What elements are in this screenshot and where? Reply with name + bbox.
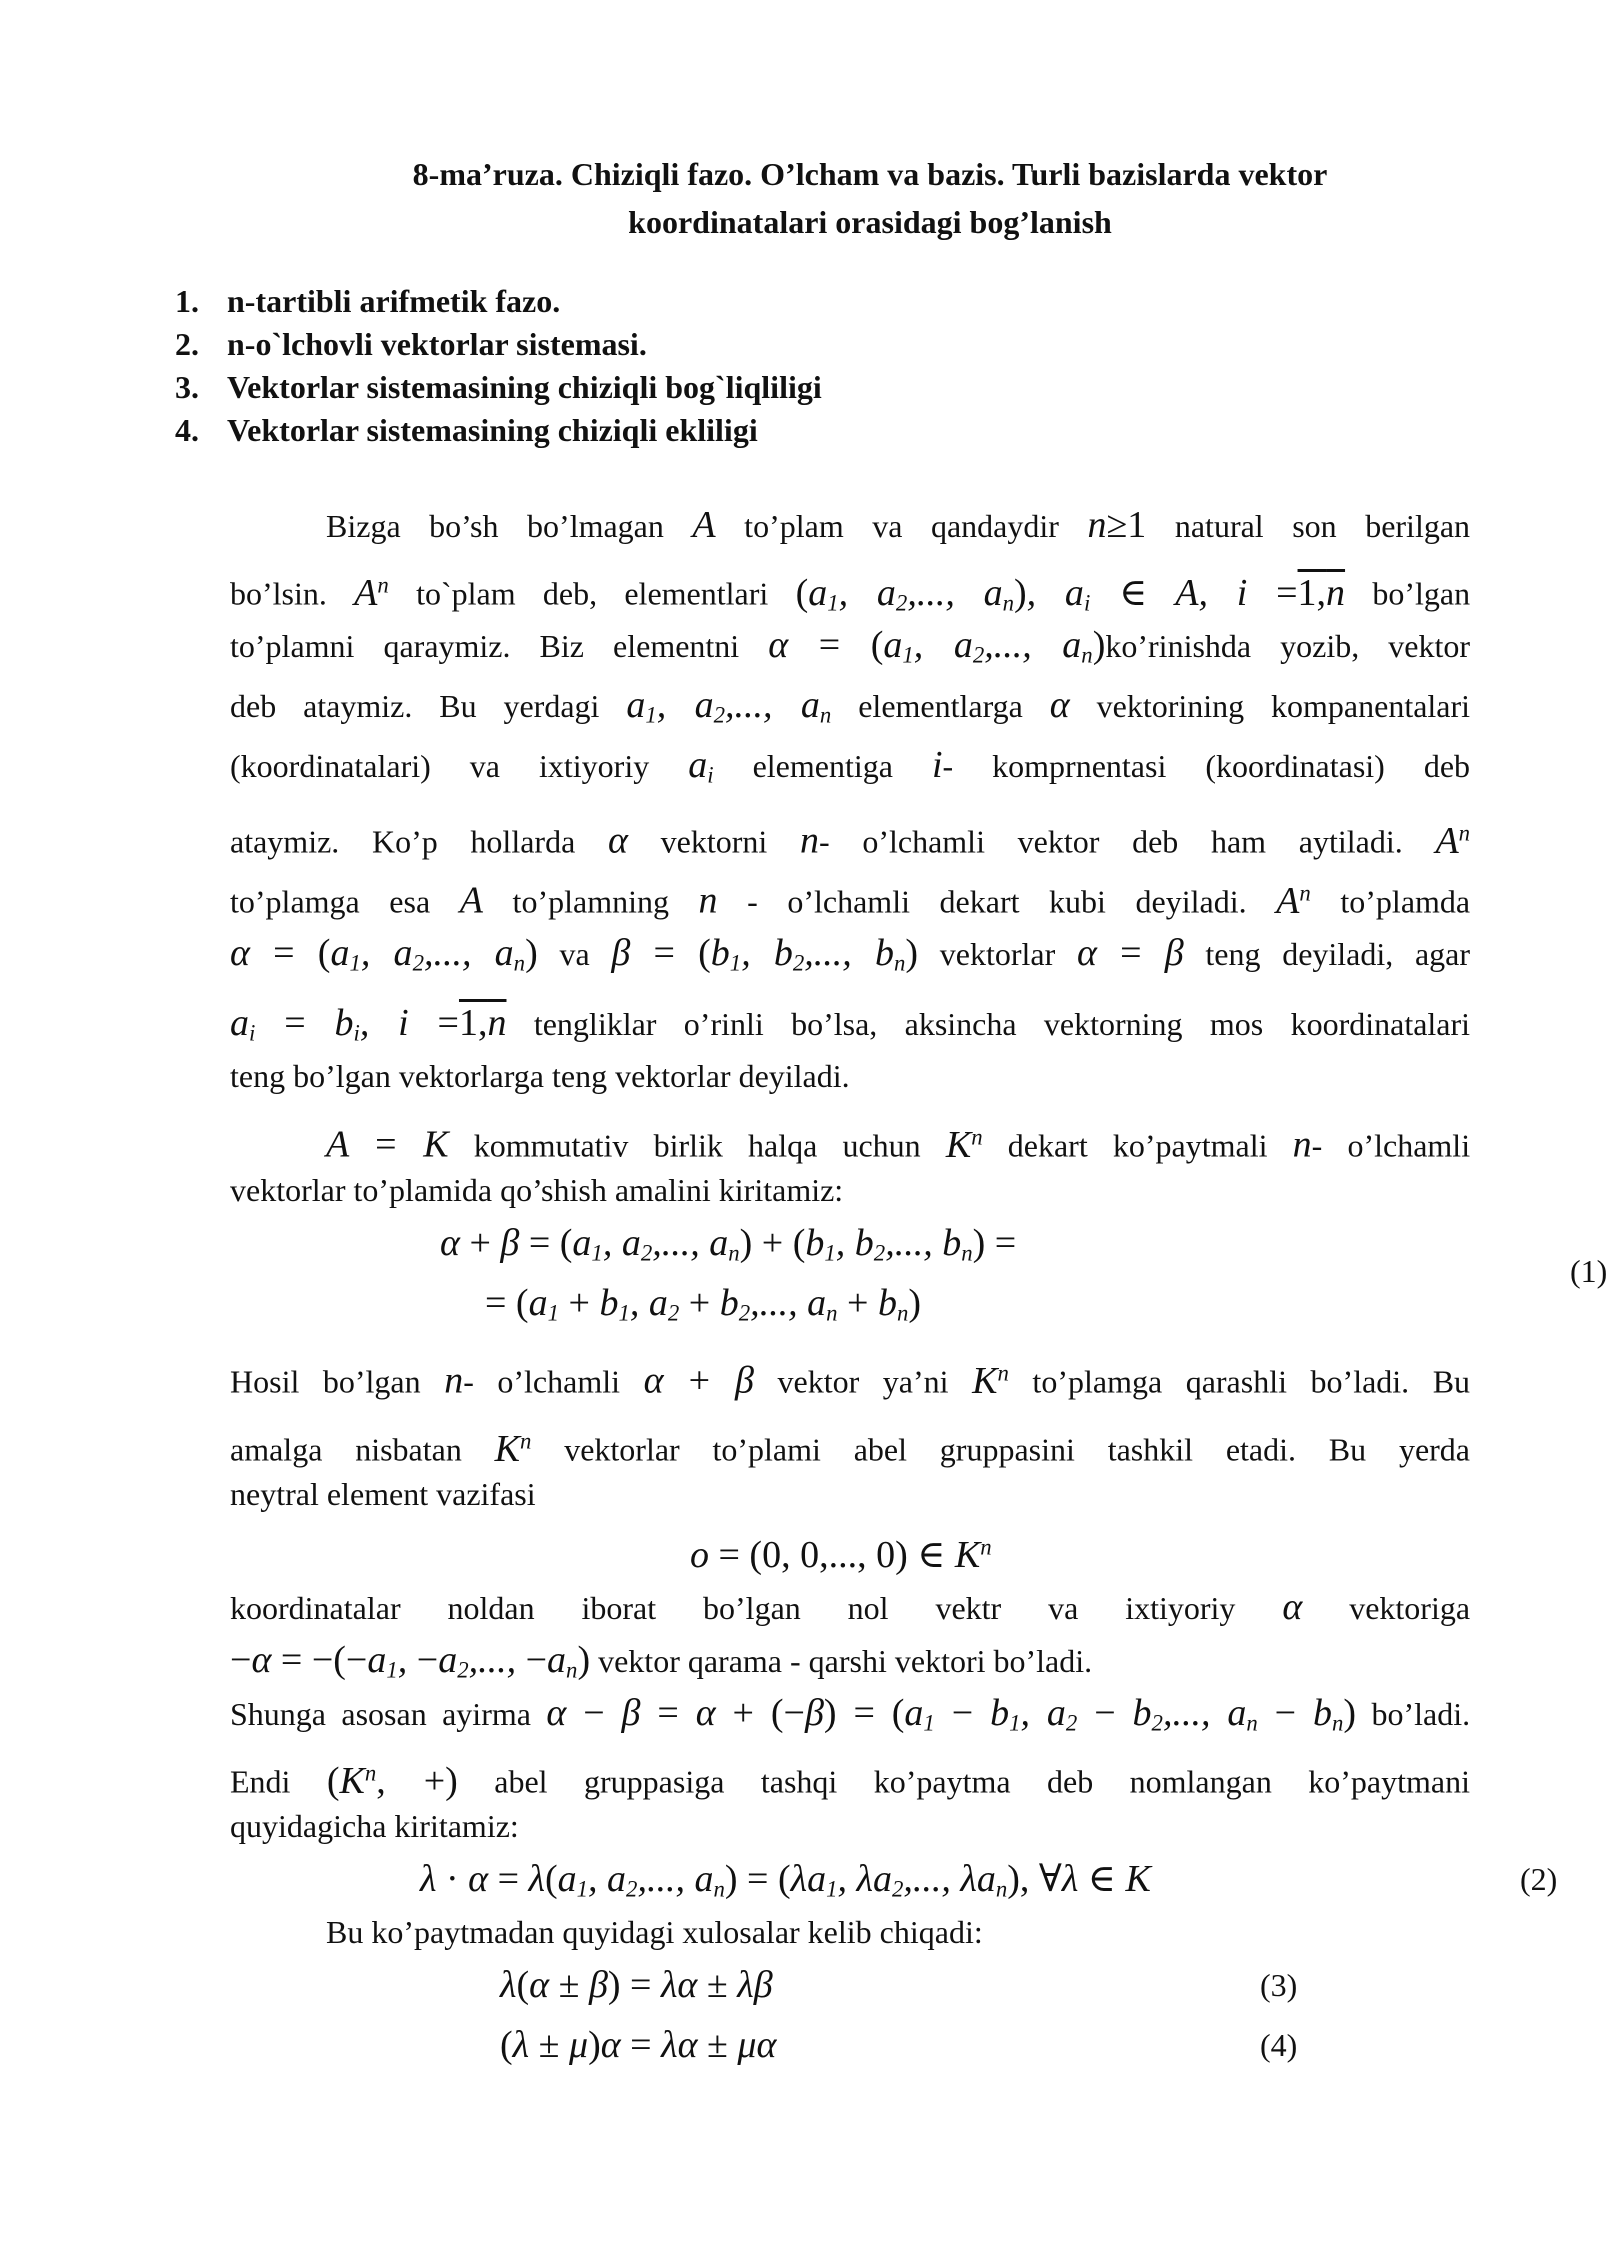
text-line: vektorlar to’plamida qo’shish amalini kiritamiz: xyxy=(230,1172,844,1208)
text-line: to’plamni qaraymiz. Biz elementni $\alpha = (a_1$, $a_2$,..., $a_n)ko’rinishda$ yozib, vektor xyxy=(230,624,1471,668)
text-line: Hosil bo’lgan n- o’lchamli α + β vektor ya’ni $K^n$ to’plamga qarashli bo’ladi. Bu xyxy=(230,1359,1471,1402)
lecture-title xyxy=(300,150,1440,246)
equation-number-1: (1) xyxy=(1570,1253,1607,1289)
text-line: Shunga asosan ayirma $\alpha - \beta = \alpha + (-\beta) = (a_1 - b_1$, $a_2 - b_2$,..., $a_n - b_n$) bo’ladi. xyxy=(230,1692,1471,1736)
text-line: neytral element vazifasi xyxy=(230,1476,536,1512)
topic-item: 2. n-o`lchovli vektorlar sistemasi. xyxy=(175,326,647,362)
text-line: $-\alpha = -(-a_1$, $-a_2$,..., $-a_n$) vektor qarama - qarshi vektori bo’ladi. xyxy=(230,1639,1093,1683)
equation-number-3: (3) xyxy=(1260,1967,1298,2003)
text-line: ataymiz. Ko’p hollarda α vektorni n- o’lchamli vektor deb ham aytiladi. $A^n$ xyxy=(230,819,1471,862)
topic-item: 1. n-tartibli arifmetik fazo. xyxy=(175,283,561,319)
equation-zero-vector: o = (0, 0,..., 0) ∈ $K^n$ xyxy=(690,1533,992,1576)
lecture-body xyxy=(230,495,1607,2075)
text-line: $\alpha = (a_1$, $a_2$,..., $a_n$) va $\beta = (b_1$, $b_2$,..., $b_n$) vektorlar α = β teng deyiladi, agar xyxy=(230,932,1471,976)
text-line: Endi ($K^n$, +) abel gruppasiga tashqi ko’paytma deb nomlangan ko’paytmani xyxy=(230,1759,1470,1802)
text-line: amalga nisbatan $K^n$ vektorlar to’plami abel gruppasini tashkil etadi. Bu yerda xyxy=(230,1427,1470,1470)
text-line: deb ataymiz. Bu yerdagi $a_1$, $a_2$,..., $a_n$ elementlarga α vektorining kompanentalari xyxy=(230,684,1471,728)
topic-item: 4. Vektorlar sistemasining chiziqli ekliligi xyxy=(175,412,758,448)
topics-list xyxy=(175,280,822,452)
equation-number-2: (2) xyxy=(1520,1861,1558,1897)
text-line: quyidagicha kiritamiz: xyxy=(230,1808,519,1844)
text-line: Bizga bo’sh bo’lmagan A to’plam va qandaydir n≥1 natural son berilgan xyxy=(326,504,1471,546)
text-line: A = K kommutativ birlik halqa uchun $K^n$ dekart ko’paytmali n- o’lchamli xyxy=(326,1123,1471,1166)
equation-2: $\lambda \cdot \alpha = \lambda(a_1$, $a_2$,..., $a_n) = (\lambda a_1$, $\lambda a_2$,..., $\lambda a_n$), ∀λ ∈ K (2) xyxy=(420,1849,1470,1909)
text-line: teng bo’lgan vektorlarga teng vektorlar deyiladi. xyxy=(230,1058,850,1094)
text-line: Bu ko’paytmadan quyidagi xulosalar kelib chiqadi: xyxy=(326,1914,983,1950)
equation-number-4: (4) xyxy=(1260,2027,1298,2063)
title-line-2: koordinatalari orasidagi bog’lanish xyxy=(628,204,1112,240)
text-line: bo’lsin. $A^n$ to`plam deb, elementlari ($a_1$, $a_2$,..., $a_n$), $a_i$ ∈ A, $i =1,\overline{n}$ bo’lgan xyxy=(230,571,1471,616)
text-line: koordinatalar noldan iborat bo’lgan nol vektr va ixtiyoriy α vektoriga xyxy=(230,1586,1471,1628)
text-line: to’plamga esa A to’plamning n - o’lchamli dekart kubi deyiladi. $A^n$ to’plamda xyxy=(230,879,1471,922)
text-line: (koordinatalari) va ixtiyoriy $a_i$ elementiga i- komprnentasi (koordinatasi) deb xyxy=(230,744,1471,788)
equation-4: (λ ± μ)α = λα ± μα (4) xyxy=(500,2015,1470,2075)
equation-3: λ(α ± β) = λα ± λβ (3) xyxy=(500,1955,1470,2015)
title-line-1: 8-ma’ruza. Chiziqli fazo. O’lcham va bazis. Turli bazislarda vektor xyxy=(412,156,1328,192)
topic-item: 3. Vektorlar sistemasining chiziqli bog`liqliligi xyxy=(175,369,822,405)
equation-1-line-1: $\alpha + \beta = (a_1$, $a_2$,..., $a_n) + (b_1$, $b_2$,..., $b_n$) = xyxy=(440,1222,1017,1266)
equation-1-line-2: = ($a_1 + b_1$, $a_2 + b_2$,..., $a_n + b_n$) (1) xyxy=(485,1273,1470,1333)
text-line: $a_i = b_i$, $i =1,\overline{n}$ tengliklar o’rinli bo’lsa, aksincha vektorning mos koordinatalari xyxy=(230,1002,1471,1046)
